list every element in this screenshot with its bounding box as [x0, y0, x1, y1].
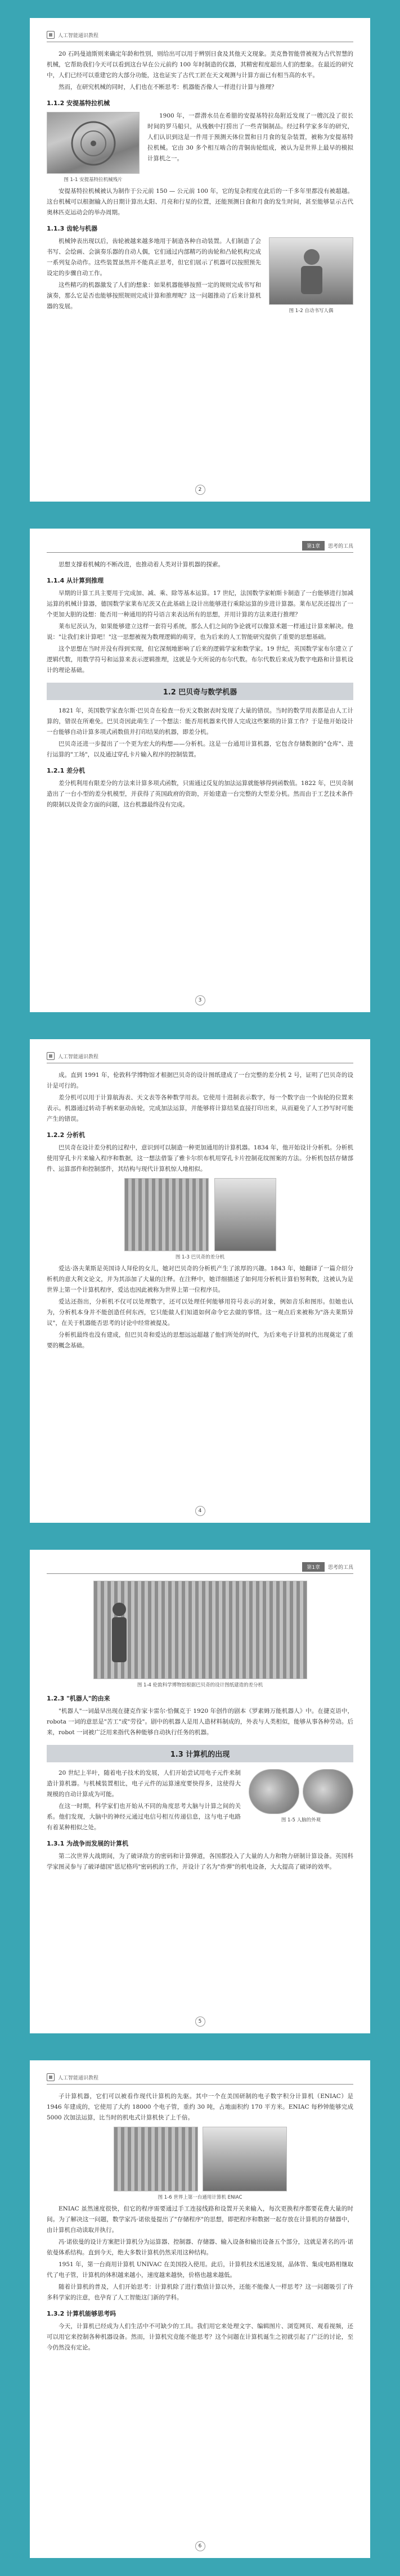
series-title: 人工智能通识教程 [58, 33, 99, 39]
gear-illustration-icon [47, 112, 140, 174]
paragraph: 巴贝奇还进一步提出了一个更为宏大的构想——分析机。这是一台通用计算机器，它包含存储数据的"仓库"、进行运算的"工场"，以及通过穿孔卡片输入程序的控制装置。 [47, 741, 353, 758]
science-museum-engine-photo [93, 1581, 307, 1679]
person-silhouette-icon [94, 1581, 307, 1679]
paragraph: 爱达还指出，分析机不仅可以处理数字，还可以处理任何能够用符号表示的对象，例如音乐和图形。但她也认为，分析机本身并不能创造任何东西，它只能做人们知道如何命令它去做的事情。这一观点后来被称为"洛夫莱斯异议"，在关于机器能否思考的讨论中经常被提及。 [47, 1298, 353, 1327]
section-band: 1.3 计算机的出现 [47, 1745, 353, 1762]
paragraph: 1951 年，第一台商用计算机 UNIVAC 在美国投入使用。此后，计算机技术迅速发展，晶体管、集成电路相继取代了电子管，计算机的体积越来越小，速度越来越快，价格也越来越低。 [47, 2261, 353, 2279]
paragraph: 20 世纪上半叶，随着电子技术的发展，人们开始尝试用电子元件来制造计算机器。与机械装置相比，电子元件的运算速度要快得多，这使得大规模的自动计算成为可能。 [47, 1770, 241, 1798]
running-header [47, 30, 353, 39]
series-title: 人工智能通识教程 [58, 2075, 99, 2081]
antikythera-photo [47, 112, 140, 174]
figure-silhouette-icon [269, 238, 353, 305]
paragraph: 差分机可以用于计算航海表、天文表等各种数学用表。它使用十进制表示数字，每一个数字由一个齿轮的位置来表示。机器通过转动手柄来驱动齿轮，完成加法运算，并能够将计算结果直接打印出来，从而避免了人工抄写时可能产生的错误。 [47, 1094, 353, 1122]
book-page [30, 18, 370, 502]
figure-row [124, 1178, 276, 1251]
page-number: 5 [195, 2016, 205, 2027]
paragraph: 冯·诺依曼的设计方案把计算机分为运算器、控制器、存储器、输入设备和输出设备五个部分，这就是著名的冯·诺依曼体系结构。直到今天，绝大多数计算机仍然采用这种结构。 [47, 2239, 353, 2256]
figure [249, 1769, 353, 1823]
paragraph: 爱达·洛夫莱斯是英国诗人拜伦的女儿，她对巴贝奇的分析机产生了浓厚的兴趣。1843 年，她翻译了一篇介绍分析机的意大利文论文，并为其添加了大量的注释。在注释中，她详细描述了如何用分析机计算伯努利数，这被认为是世界上第一个计算机程序，爱达也因此被称为世界上第一位程序员。 [47, 1265, 353, 1293]
page-number: 2 [195, 485, 205, 495]
paragraph: 随着计算机的普及，人们开始思考：计算机除了进行数值计算以外，还能不能像人一样思考？这一问题吸引了许多科学家的注意，也孕育了人工智能这门新的学科。 [47, 2284, 353, 2301]
section-heading: 1.3.2 计算机能够思考吗 [47, 2310, 116, 2317]
section-heading: 1.2.3 "机器人"的由来 [47, 1695, 110, 1702]
section-band: 1.2 巴贝奇与数学机器 [47, 683, 353, 700]
book-page [30, 2060, 370, 2558]
chapter-tag: 第1章 [302, 1562, 325, 1572]
page-number: 4 [195, 1506, 205, 1516]
series-title: 人工智能通识教程 [58, 1054, 99, 1060]
section-heading: 1.2.1 差分机 [47, 767, 86, 774]
difference-engine-detail-photo [214, 1178, 276, 1251]
chapter-name: 思考的工具 [327, 1564, 353, 1571]
automaton-photo [269, 237, 353, 305]
paragraph: 子计算机器，它们可以被看作现代计算机的先驱。其中一个在美国研制的电子数字积分计算机（ENIAC）是 1946 年建成的，它使用了大约 18000 个电子管，重约 30 吨，占地面积约 170 平方米。ENIAC 每秒钟能够完成 5000 次加法运算，比当时的机电式计算机快了上千倍。 [47, 2093, 353, 2121]
running-header [47, 1052, 353, 1061]
figure [47, 2127, 353, 2200]
brain-photo [249, 1769, 299, 1814]
figure [47, 1581, 353, 1688]
figure-caption: 图 1-5 人脑的外观 [281, 1817, 321, 1823]
header-divider [47, 2084, 353, 2085]
paragraph: 这个思想在当时并没有得到实现，但它深刻地影响了后来的逻辑学家和数学家。19 世纪，英国数学家布尔建立了逻辑代数，用数学符号和运算来表示逻辑推理，这就是今天所说的布尔代数。布尔代数后来成为数字电路和计算机设计的理论基础。 [47, 646, 353, 674]
chapter-name: 思考的工具 [327, 543, 353, 549]
figure-row [249, 1769, 353, 1814]
paragraph: 机械钟表出现以后，齿轮被越来越多地用于制造各种自动装置。人们制造了会书写、会绘画、会演奏乐器的自动人偶，它们通过内部精巧的齿轮和凸轮机构完成一系列复杂动作。这些装置虽然并不能真正思考，但它们展示了机器可以按照预先设定的步骤自动工作。 [47, 238, 261, 277]
section-heading: 1.1.4 从计算到推理 [47, 577, 104, 584]
section-heading: 1.1.3 齿轮与机器 [47, 225, 98, 232]
book-page [30, 529, 370, 1012]
figure-caption: 图 1-1 安提基特拉机械残片 [64, 177, 123, 183]
paragraph: 然而，在研究机械的同时，人们也在不断思考：机器能否像人一样进行计算与推理？ [59, 84, 277, 91]
figure [47, 1178, 353, 1260]
chapter-tag: 第1章 [302, 541, 325, 551]
book-logo-icon [47, 1052, 55, 1060]
book-page [30, 1039, 370, 1523]
figure-caption: 图 1-6 世界上第一台通用计算机 ENIAC [158, 2195, 242, 2200]
figure-caption: 图 1-2 自动书写人偶 [289, 308, 334, 314]
paragraph: 早期的计算工具主要用于完成加、减、乘、除等基本运算。17 世纪，法国数学家帕斯卡制造了一台能够进行加减运算的机械计算器，德国数学家莱布尼茨又在此基础上设计出能够进行乘除运算的步进计算器。莱布尼茨还提出了一个更加大胆的设想：能否用一种通用的符号语言来表达所有的思想，并用计算的方法来进行推理？ [47, 590, 353, 618]
book-logo-icon [47, 31, 55, 39]
running-header [47, 541, 353, 550]
paragraph: 成。直到 1991 年，伦敦科学博物馆才根据巴贝奇的设计图纸建成了一台完整的差分机 2 号，证明了巴贝奇的设计是可行的。 [47, 1072, 353, 1089]
eniac-photo [114, 2127, 198, 2191]
figure [269, 237, 353, 314]
paragraph: 莱布尼茨认为，如果能够建立这样一套符号系统，那么人们之间的争论就可以像算术题一样通过计算来解决。他说："让我们来计算吧！"这一思想被视为数理逻辑的萌芽，也为后来的人工智能研究提供了重要的思想基础。 [47, 623, 353, 640]
book-page [30, 1550, 370, 2033]
figure-caption: 图 1-3 巴贝奇的差分机 [175, 1255, 225, 1260]
paragraph: ENIAC 虽然速度很快，但它的程序需要通过手工连接线路和设置开关来输入，每次更换程序都要花费大量的时间。为了解决这一问题，数学家冯·诺依曼提出了"存储程序"的思想，即把程序和数据一起存放在计算机的存储器中，由计算机自动读取并执行。 [47, 2205, 353, 2234]
paragraph: 在这一时期，科学家们也开始从不同的角度思考大脑与计算之间的关系。他们发现，大脑中的神经元通过电信号相互传递信息，这与电子电路有着某种相似之处。 [47, 1803, 241, 1831]
paragraph: 安提基特拉机械被认为制作于公元前 150 — 公元前 100 年，它的复杂程度在此后的一千多年里都没有被超越。这台机械可以根据输入的日期计算出太阳、月亮和行星的位置，还能预测日食和月食的发生时间，甚至能够显示古代奥林匹克运动会的举办周期。 [47, 188, 353, 216]
section-heading: 1.2.2 分析机 [47, 1131, 86, 1139]
running-header [47, 2073, 353, 2082]
difference-engine-photo [124, 1178, 209, 1251]
figure-row [114, 2127, 287, 2191]
paragraph: 差分机利用有限差分的方法来计算多项式函数，只需通过反复的加法运算就能够得到函数值。1822 年，巴贝奇制造出了一台小型的差分机模型，并获得了英国政府的资助，开始建造一台完整的大型差分机。然而由于工艺技术条件的限制以及资金方面的问题，这台机器最终没有完成。 [47, 780, 353, 808]
running-header [47, 1562, 353, 1571]
eniac-photo [203, 2127, 287, 2191]
paragraph: "机器人"一词最早出现在捷克作家卡雷尔·恰佩克于 1920 年创作的剧本《罗素姆万能机器人》中。在捷克语中，robota 一词的意思是"苦工"或"劳役"。剧中的机器人是用人造材料制成的，外表与人类相似，能够从事各种劳动。后来，robot 一词被广泛用来指代各种能够自动执行任务的机器。 [47, 1708, 353, 1736]
paragraph: 分析机最终也没有建成，但巴贝奇和爱达的思想远远超越了他们所处的时代，为后来电子计算机的出现奠定了重要的概念基础。 [47, 1332, 353, 1349]
header-divider [47, 1573, 353, 1574]
paragraph: 这些精巧的机器激发了人们的想象：如果机器能够按照一定的规则完成书写和演奏，那么它是否也能够按照规则完成计算和推理呢？这一问题推动了后来计算机器的发展。 [47, 282, 261, 310]
paragraph: 1821 年，英国数学家查尔斯·巴贝奇在检查一份天文数据表时发现了大量的错误。当时的数学用表都是由人工计算的，错误在所难免。巴贝奇因此萌生了一个想法：能否用机器来代替人完成这些繁琐的计算工作？于是他开始设计一台能够自动计算多项式函数值并打印结果的机器，即差分机。 [47, 707, 353, 736]
header-divider [47, 552, 353, 553]
paragraph: 巴贝奇在设计差分机的过程中，意识到可以制造一种更加通用的计算机器。1834 年，他开始设计分析机。分析机使用穿孔卡片来输入程序和数据，这一想法借鉴了雅卡尔织布机用穿孔卡片控制花纹图案的方法。分析机包括存储部件、运算部件和控制部件，其结构与现代计算机惊人地相似。 [47, 1144, 353, 1172]
page-number: 6 [195, 2541, 205, 2551]
paragraph: 第二次世界大战期间，为了破译敌方的密码和计算弹道，各国都投入了大量的人力和物力研制计算设备。英国科学家图灵参与了破译德国"恩尼格玛"密码机的工作，并设计了名为"炸弹"的机电设备，大大提高了破译的效率。 [47, 1853, 353, 1870]
paragraph: 思想支撑着机械的不断改进，也推动着人类对计算机器的探索。 [59, 561, 224, 568]
page-number: 3 [195, 995, 205, 1005]
section-heading: 1.1.2 安提基特拉机械 [47, 100, 110, 107]
figure-caption: 图 1-4 伦敦科学博物馆根据巴贝奇的设计图纸建造的差分机 [137, 1682, 263, 1688]
section-heading: 1.3.1 为战争而发展的计算机 [47, 1840, 129, 1847]
book-logo-icon [47, 2073, 55, 2081]
paragraph: 今天，计算机已经成为人们生活中不可缺少的工具。我们用它来处理文字、编辑图片、浏览网页、观看视频，还可以用它来控制各种机器设备。然而，计算机究竟能不能思考？这个问题在计算机诞生之初就引起了广泛的讨论，至今仍然没有定论。 [47, 2323, 353, 2351]
figure [47, 112, 140, 183]
paragraph: 20 石吗曼迪斯则来确定年龄和性别，则给出可以用于辨别日食及其他天文现象。美克鲁智能曾被视为古代智慧的机械，它帮助我们今天可以看到这台早在公元前约 100 年时制造的仪器，其精密程度超出人们的想象。在最近的研究中，人们已经可以重建它的大部分功能，这也证实了古代工匠在天文观测与计算方面已有相当高的水平。 [47, 51, 353, 79]
brain-photo [303, 1769, 353, 1814]
paragraph: 1900 年，一群潜水员在希腊的安提基特拉岛附近发现了一艘沉没了很长时间的罗马船只，从残骸中打捞出了一些青铜制品。经过科学家多年的研究，人们认识到这是一件用于预测天体位置和日月食的复杂装置，被称为安提基特拉机械。它由 30 多个相互啮合的青铜齿轮组成，被认为是世界上最早的模拟计算机之一。 [147, 112, 353, 162]
